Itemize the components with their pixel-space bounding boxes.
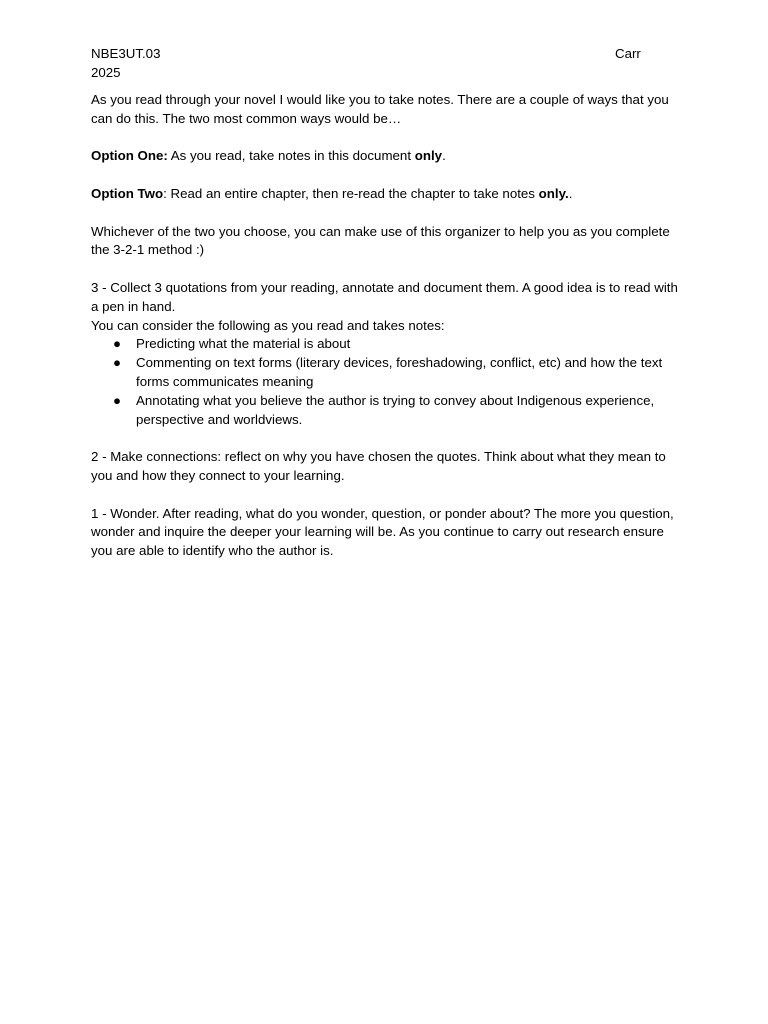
spacer	[91, 429, 681, 448]
option-one-paragraph	[91, 147, 681, 166]
bullet-icon: ●	[113, 355, 122, 371]
option-one-end: .	[442, 148, 446, 164]
option-one-text: As you read, take notes in this document	[167, 148, 415, 164]
spacer	[91, 260, 681, 279]
list-item-text: Commenting on text forms (literary devices, foreshadowing, conflict, etc) and how the text forms communicates meaning	[136, 355, 663, 389]
spacer	[91, 204, 681, 223]
intro-paragraph: As you read through your novel I would like you to take notes. There are a couple of ways that you can do this. The two most common ways would be…	[91, 92, 669, 126]
option-two-paragraph	[91, 185, 681, 204]
list-item-text: Annotating what you believe the author is trying to convey about Indigenous experience, perspective and worldviews.	[136, 392, 655, 427]
step-two-paragraph: 2 - Make connections: reflect on why you have chosen the quotes. Think about what they mean to you and how they connect to your learning.	[91, 449, 666, 483]
option-two-text: : Read an entire chapter, then re-read the chapter to take notes	[163, 185, 539, 201]
teacher-name: Carr	[615, 46, 641, 61]
list-item-text: Predicting what the material is about	[136, 336, 351, 352]
bullet-icon: ●	[113, 336, 122, 352]
consider-list	[91, 335, 681, 429]
option-one-label: Option One:	[91, 148, 168, 164]
option-two-emphasis: only.	[538, 185, 569, 201]
list-item	[91, 335, 681, 354]
list-item	[91, 392, 681, 430]
spacer	[91, 486, 681, 505]
consider-line: You can consider the following as you read and takes notes:	[91, 317, 445, 333]
option-two-end: .	[568, 185, 573, 201]
step-one-paragraph: 1 - Wonder. After reading, what do you wonder, question, or ponder about? The more you question, wonder and inquire the deeper your learning will be. As you continue to carry out research ensure you are able to identify who the author is.	[91, 505, 674, 559]
bullet-icon: ●	[113, 392, 122, 408]
option-two-label: Option Two	[91, 185, 164, 201]
course-code: NBE3UT.03	[91, 46, 161, 61]
list-item	[91, 354, 681, 392]
document-year: 2025	[91, 65, 121, 80]
spacer	[91, 166, 681, 185]
option-one-emphasis: only	[414, 148, 443, 164]
document-page	[91, 45, 681, 561]
spacer	[91, 129, 681, 148]
step-three-paragraph: 3 - Collect 3 quotations from your reading, annotate and document them. A good idea is to read with a pen in hand.	[91, 279, 678, 314]
document-header	[91, 45, 681, 64]
whichever-paragraph: Whichever of the two you choose, you can make use of this organizer to help you as you complete the 3-2-1 method :)	[91, 223, 670, 258]
